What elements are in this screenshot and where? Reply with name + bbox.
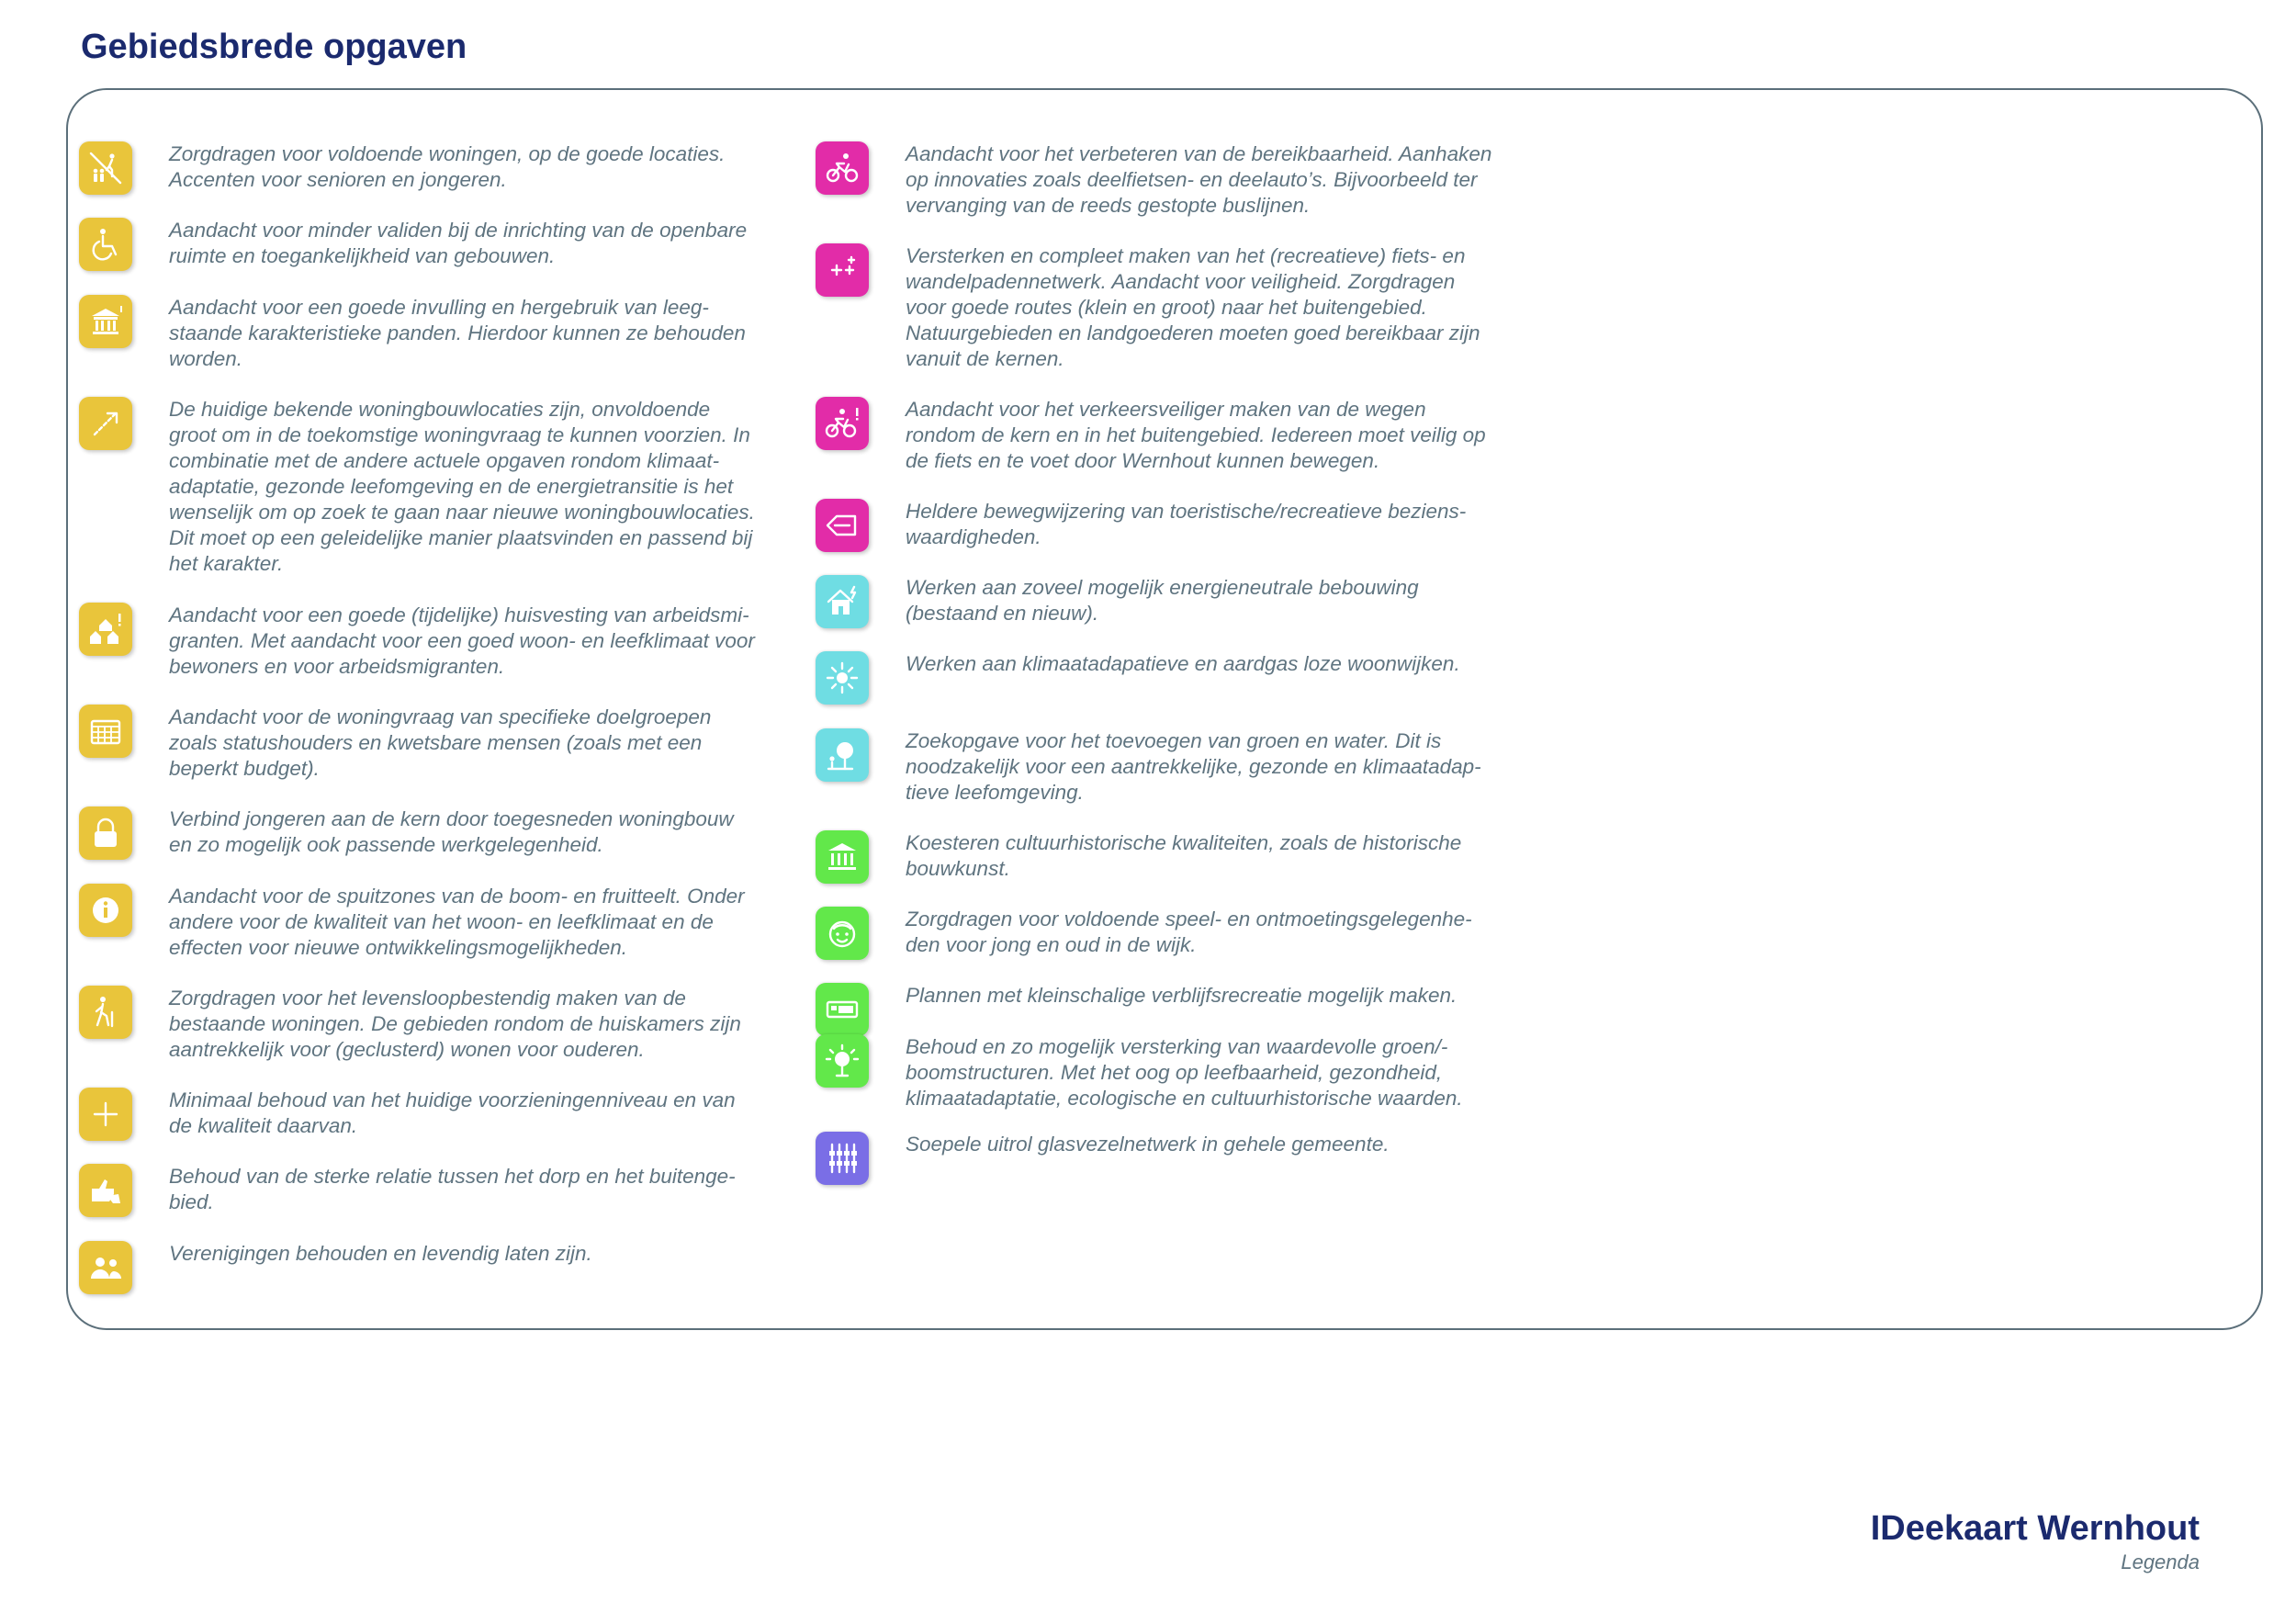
energy-house-icon <box>816 575 869 628</box>
bed-icon <box>816 983 869 1036</box>
legend-item-text: Zorgdragen voor voldoende woningen, op de goede locaties. Accenten voor senioren en jongeren. <box>169 142 726 191</box>
legend-item-text: Verbind jongeren aan de kern door toegesneden woningbouw en zo mogelijk ook passende werkgelegenheid. <box>169 807 734 856</box>
legend-item-text: Aandacht voor een goede (tijdelijke) huisvesting van arbeidsmi- granten. Met aandacht voor een goed woon- en leefklimaat voor bewoners en voor arbeidsmigranten. <box>169 603 755 678</box>
legend-item-text: Werken aan klimaatadapatieve en aardgas loze woonwijken. <box>906 652 1460 675</box>
child-face-icon <box>816 907 869 960</box>
heritage-building-icon <box>79 295 132 348</box>
legend-item-text: Aandacht voor een goede invulling en hergebruik van leeg- staande karakteristieke panden. Hierdoor kunnen ze behouden worden. <box>169 296 746 370</box>
houses-icon <box>79 603 132 656</box>
legend-item-text: Aandacht voor de woningvraag van specifieke doelgroepen zoals statushouders en kwetsbare mensen (zoals met een beperkt budget). <box>169 705 712 780</box>
legend-item-text: Behoud en zo mogelijk versterking van waardevolle groen/- boomstructuren. Met het oog op leefbaarheid, gezondheid, klimaatadaptatie, ecologische en cultuurhistorische waarden. <box>906 1035 1463 1110</box>
museum-icon <box>816 830 869 884</box>
elderly-walking-icon <box>79 986 132 1039</box>
cyclist-warning-icon <box>816 397 869 450</box>
legend-item-text: Aandacht voor de spuitzones van de boom- en fruitteelt. Onder andere voor de kwaliteit van het woon- en leefklimaat en de effecten voor nieuwe ontwikkelingsmogelijkheden. <box>169 885 745 959</box>
calendar-grid-icon <box>79 705 132 758</box>
footer-subtitle: Legenda <box>2121 1551 2200 1573</box>
signpost-arrow-icon <box>816 499 869 552</box>
info-icon <box>79 884 132 937</box>
legend-item-text: Heldere bewegwijzering van toeristische/recreatieve beziens- waardigheden. <box>906 500 1467 548</box>
legend-item-text: Koesteren cultuurhistorische kwaliteiten, zoals de historische bouwkunst. <box>906 831 1462 880</box>
legend-item-text: Plannen met kleinschalige verblijfsrecreatie mogelijk maken. <box>906 984 1458 1007</box>
tree-sun-icon <box>816 1034 869 1088</box>
expand-arrow-icon <box>79 397 132 450</box>
wheelchair-icon <box>79 218 132 271</box>
footer-title: IDeekaart Wernhout <box>1870 1509 2200 1548</box>
tree-person-icon <box>816 728 869 782</box>
legend-item-text: Aandacht voor het verbeteren van de bereikbaarheid. Aanhaken op innovaties zoals deelfietsen- en deelauto’s. Bijvoorbeeld ter vervanging van de reeds gestopte buslijnen. <box>906 142 1492 217</box>
legend-item-text: Zoekopgave voor het toevoegen van groen en water. Dit is noodzakelijk voor een aantrekkelijke, gezonde en klimaatadap- tieve leefomgeving. <box>906 729 1481 804</box>
lock-icon <box>79 806 132 860</box>
legend-item-text: Aandacht voor het verkeersveiliger maken van de wegen rondom de kern en in het buitengebied. Iedereen moet veilig op de fiets en te voet door Wernhout kunnen bewegen. <box>906 398 1486 472</box>
legend-item-text: Aandacht voor minder validen bij de inrichting van de openbare ruimte en toegankelijkheid van gebouwen. <box>169 219 748 267</box>
hands-icon <box>79 1164 132 1217</box>
legend-item-text: Werken aan zoveel mogelijk energieneutrale bebouwing (bestaand en nieuw). <box>906 576 1419 625</box>
legend-item-text: Zorgdragen voor het levensloopbestendig maken van de bestaande woningen. De gebieden rondom de huiskamers zijn aantrekkelijk voor (geclusterd) wonen voor ouderen. <box>169 987 741 1061</box>
plus-icon <box>79 1088 132 1141</box>
legend-item-text: Versterken en compleet maken van het (recreatieve) fiets- en wandelpadennetwerk. Aandacht voor veiligheid. Zorgdragen voor goede routes (klein en groot) naar het buitengebied. Natuurgebieden en landgoederen moeten goed bereikbaar zijn vanuit de kernen. <box>906 244 1480 370</box>
legend-item-text: Zorgdragen voor voldoende speel- en ontmoetingsgelegenhe- den voor jong en oud in de wijk. <box>906 908 1472 956</box>
people-group-icon <box>79 1241 132 1294</box>
legend-item-text: Soepele uitrol glasvezelnetwerk in gehele gemeente. <box>906 1133 1390 1156</box>
legend-item-text: Behoud van de sterke relatie tussen het dorp en het buitenge- bied. <box>169 1165 736 1213</box>
sun-icon <box>816 651 869 705</box>
cyclist-icon <box>816 141 869 195</box>
legend-item-text: De huidige bekende woningbouwlocaties zijn, onvoldoende groot om in de toekomstige woningvraag te kunnen voorzien. In combinatie met de andere actuele opgaven rondom klimaat- adaptatie, gezonde leefomgeving en de energietransitie is het wenselijk om op zoek te gaan naar nieuwe woningbouwlocaties. Dit moet op een geleidelijke manier plaatsvinden en passend bij het karakter. <box>169 398 755 575</box>
legend-item-text: Minimaal behoud van het huidige voorzieningenniveau en van de kwaliteit daarvan. <box>169 1088 736 1137</box>
fiber-network-icon <box>816 1132 869 1185</box>
walking-people-icon <box>79 141 132 195</box>
page-title: Gebiedsbrede opgaven <box>81 28 467 66</box>
legend-item-text: Verenigingen behouden en levendig laten zijn. <box>169 1242 592 1265</box>
sparkle-plus-icon <box>816 243 869 297</box>
